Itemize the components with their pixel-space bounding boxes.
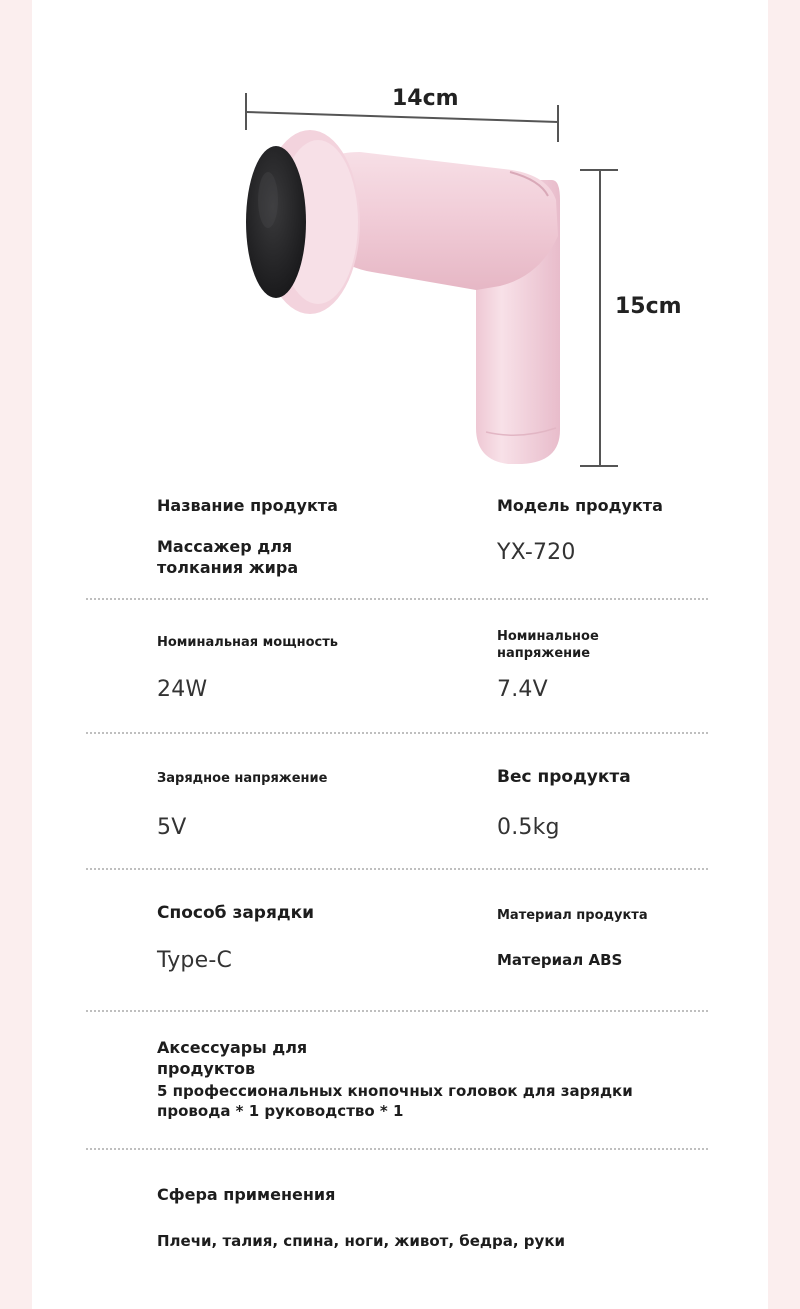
accessories-value-line2: провода * 1 руководство * 1 — [157, 1102, 404, 1120]
product-name-value — [157, 536, 298, 578]
product-weight-label: Вес продукта — [497, 767, 631, 787]
rated-voltage-value: 7.4V — [497, 677, 548, 702]
divider — [86, 1148, 708, 1150]
application-label: Сфера применения — [157, 1185, 336, 1204]
width-label: 14cm — [392, 86, 459, 111]
rated-power-value: 24W — [157, 677, 208, 702]
accessories-value-line1: 5 профессиональных кнопочных головок для зарядки — [157, 1082, 633, 1100]
divider — [86, 868, 708, 870]
divider — [86, 1010, 708, 1012]
product-illustration — [0, 0, 800, 480]
rated-voltage-label-line1: Номинальное — [497, 629, 599, 644]
divider — [86, 598, 708, 600]
product-model-value: YX-720 — [497, 540, 576, 565]
charging-method-value: Type-C — [157, 948, 233, 973]
application-value: Плечи, талия, спина, ноги, живот, бедра, руки — [157, 1232, 566, 1250]
height-label: 15cm — [615, 294, 682, 319]
accessories-value — [157, 1081, 633, 1121]
charging-voltage-value: 5V — [157, 815, 187, 840]
accessories-label-line2: продуктов — [157, 1059, 256, 1078]
product-name-label: Название продукта — [157, 496, 338, 515]
height-dimension-line — [580, 170, 618, 466]
product-material-value: Материал ABS — [497, 951, 623, 969]
product-name-value-line2: толкания жира — [157, 558, 299, 577]
divider — [86, 732, 708, 734]
charging-voltage-label: Зарядное напряжение — [157, 771, 328, 786]
rated-power-label: Номинальная мощность — [157, 635, 338, 650]
rated-voltage-label — [497, 628, 599, 662]
product-material-label: Материал продукта — [497, 908, 648, 923]
product-name-value-line1: Массажер для — [157, 537, 293, 556]
massager-device — [246, 130, 560, 464]
product-weight-value: 0.5kg — [497, 815, 560, 840]
product-model-label: Модель продукта — [497, 496, 663, 515]
accessories-label-line1: Аксессуары для — [157, 1038, 308, 1057]
charging-method-label: Способ зарядки — [157, 903, 315, 923]
rated-voltage-label-line2: напряжение — [497, 646, 591, 661]
accessories-label — [157, 1037, 307, 1079]
